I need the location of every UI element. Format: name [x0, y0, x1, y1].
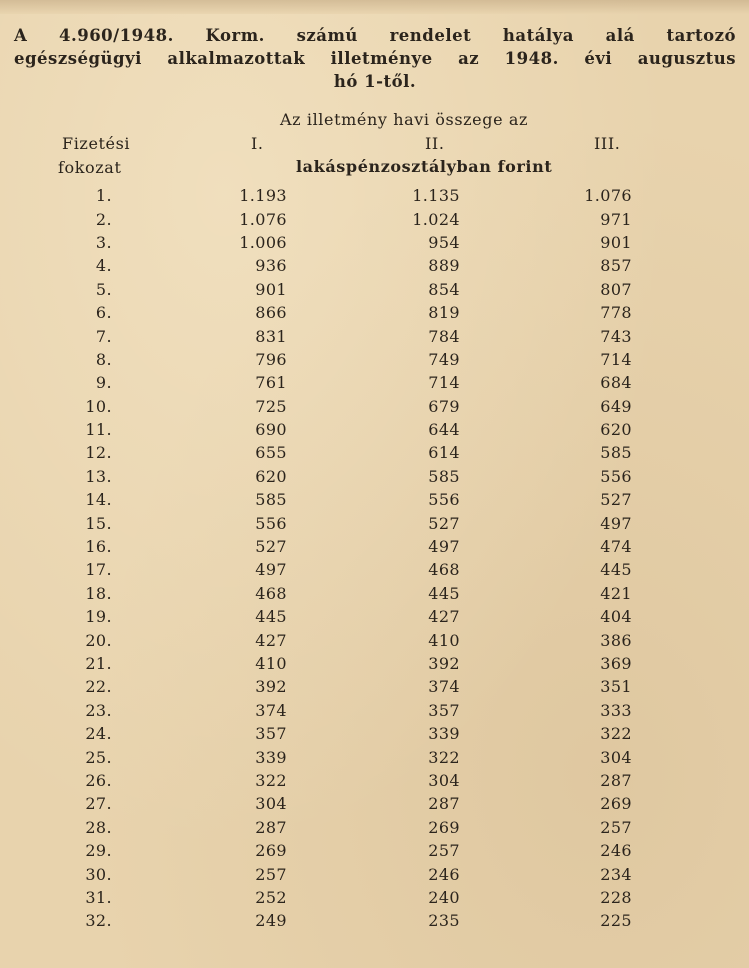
- class-iii-cell: 445: [600, 560, 632, 580]
- class-iii-cell: 246: [600, 841, 632, 861]
- header-col-ii: II.: [425, 134, 445, 153]
- class-i-cell: 252: [255, 887, 287, 907]
- table-row: [0, 558, 749, 581]
- class-i-cell: 936: [255, 256, 287, 276]
- table-row: [0, 441, 749, 464]
- row-margin: [632, 184, 749, 207]
- grade-cell: 11.: [85, 420, 112, 440]
- table-row: [0, 722, 749, 745]
- grade-cell: 3.: [95, 232, 112, 252]
- row-margin: [632, 839, 749, 862]
- grade-cell: 31.: [85, 887, 112, 907]
- class-i-cell: 585: [255, 490, 287, 510]
- grade-cell: 19.: [85, 607, 112, 627]
- header-col-i: I.: [251, 134, 264, 153]
- class-ii-cell: 235: [428, 911, 460, 931]
- class-i-cell: 761: [255, 373, 287, 393]
- class-i-cell: 901: [255, 279, 287, 299]
- class-ii-cell: 287: [428, 794, 460, 814]
- class-i-cell: 655: [255, 443, 287, 463]
- table-row: [0, 628, 749, 651]
- row-margin: [632, 441, 749, 464]
- row-margin: [632, 605, 749, 628]
- class-i-cell: 392: [255, 677, 287, 697]
- grade-cell: 14.: [85, 490, 112, 510]
- row-margin: [632, 745, 749, 768]
- header-grade-line-1: Fizetési: [62, 134, 131, 153]
- row-margin: [632, 769, 749, 792]
- row-margin: [632, 675, 749, 698]
- class-ii-cell: 679: [428, 396, 460, 416]
- class-ii-cell: 374: [428, 677, 460, 697]
- class-iii-cell: 386: [600, 630, 632, 650]
- grade-cell: 30.: [85, 864, 112, 884]
- grade-cell: 28.: [85, 817, 112, 837]
- grade-cell: 2.: [95, 209, 112, 229]
- grade-cell: 6.: [95, 303, 112, 323]
- class-iii-cell: 527: [600, 490, 632, 510]
- row-margin: [632, 862, 749, 885]
- header-housing-class-caption: lakáspénzosztályban forint: [296, 157, 553, 176]
- class-iii-cell: 497: [600, 513, 632, 533]
- class-ii-cell: 854: [428, 279, 460, 299]
- table-row: [0, 301, 749, 324]
- class-i-cell: 322: [255, 770, 287, 790]
- row-margin: [632, 231, 749, 254]
- class-ii-cell: 556: [428, 490, 460, 510]
- grade-cell: 9.: [95, 373, 112, 393]
- grade-cell: 20.: [85, 630, 112, 650]
- table-row: [0, 418, 749, 441]
- class-ii-cell: 410: [428, 630, 460, 650]
- class-iii-cell: 322: [600, 724, 632, 744]
- class-iii-cell: 1.076: [584, 186, 632, 206]
- row-margin: [632, 418, 749, 441]
- row-margin: [632, 465, 749, 488]
- grade-cell: 22.: [85, 677, 112, 697]
- class-i-cell: 1.193: [239, 186, 287, 206]
- grade-cell: 27.: [85, 794, 112, 814]
- class-i-cell: 445: [255, 607, 287, 627]
- row-margin: [632, 558, 749, 581]
- scan-edge: [0, 0, 749, 14]
- row-margin: [632, 254, 749, 277]
- class-ii-cell: 644: [428, 420, 460, 440]
- row-margin: [632, 324, 749, 347]
- grade-cell: 24.: [85, 724, 112, 744]
- grade-cell: 8.: [95, 349, 112, 369]
- class-i-cell: 374: [255, 700, 287, 720]
- grade-cell: 10.: [85, 396, 112, 416]
- class-ii-cell: 784: [428, 326, 460, 346]
- class-i-cell: 620: [255, 466, 287, 486]
- class-iii-cell: 234: [600, 864, 632, 884]
- table-row: [0, 184, 749, 207]
- class-iii-cell: 778: [600, 303, 632, 323]
- table-row: [0, 745, 749, 768]
- class-i-cell: 497: [255, 560, 287, 580]
- class-iii-cell: 807: [600, 279, 632, 299]
- row-margin: [632, 511, 749, 534]
- class-iii-cell: 684: [600, 373, 632, 393]
- row-margin: [632, 488, 749, 511]
- grade-cell: 29.: [85, 841, 112, 861]
- class-i-cell: 304: [255, 794, 287, 814]
- grade-cell: 15.: [85, 513, 112, 533]
- class-iii-cell: 620: [600, 420, 632, 440]
- row-margin: [632, 535, 749, 558]
- class-ii-cell: 497: [428, 537, 460, 557]
- class-ii-cell: 889: [428, 256, 460, 276]
- grade-cell: 21.: [85, 654, 112, 673]
- grade-cell: 18.: [85, 583, 112, 603]
- table-row: [0, 839, 749, 862]
- class-i-cell: 249: [255, 911, 287, 931]
- table-row: [0, 535, 749, 558]
- class-i-cell: 725: [255, 396, 287, 416]
- class-ii-cell: 714: [428, 373, 460, 393]
- row-margin: [632, 652, 749, 675]
- header-col-iii: III.: [594, 134, 621, 153]
- class-i-cell: 339: [255, 747, 287, 767]
- class-ii-cell: 954: [428, 232, 460, 252]
- grade-cell: 1.: [95, 186, 112, 206]
- class-i-cell: 1.006: [239, 232, 287, 252]
- class-ii-cell: 585: [428, 466, 460, 486]
- row-margin: [632, 816, 749, 839]
- class-i-cell: 357: [255, 724, 287, 744]
- grade-cell: 16.: [85, 537, 112, 557]
- class-ii-cell: 1.024: [412, 209, 460, 229]
- row-margin: [632, 207, 749, 230]
- row-margin: [632, 792, 749, 815]
- class-i-cell: 427: [255, 630, 287, 650]
- class-ii-cell: 357: [428, 700, 460, 720]
- grade-cell: 25.: [85, 747, 112, 767]
- table-row: [0, 862, 749, 885]
- class-i-cell: 690: [255, 420, 287, 440]
- table-row: [0, 278, 749, 301]
- class-ii-cell: 749: [428, 349, 460, 369]
- table-row: [0, 395, 749, 418]
- row-margin: [632, 909, 749, 932]
- class-ii-cell: 304: [428, 770, 460, 790]
- table-row: [0, 909, 749, 932]
- salary-table: [0, 184, 749, 933]
- class-iii-cell: 556: [600, 466, 632, 486]
- class-i-cell: 556: [255, 513, 287, 533]
- class-i-cell: 866: [255, 303, 287, 323]
- header-grade-line-2: fokozat: [58, 158, 122, 177]
- class-iii-cell: 257: [600, 817, 632, 837]
- class-iii-cell: 649: [600, 396, 632, 416]
- class-i-cell: 1.076: [239, 209, 287, 229]
- class-iii-cell: 287: [600, 770, 632, 790]
- class-iii-cell: 333: [600, 700, 632, 720]
- table-row: [0, 371, 749, 394]
- class-i-cell: 269: [255, 841, 287, 861]
- row-margin: [632, 301, 749, 324]
- class-ii-cell: 269: [428, 817, 460, 837]
- class-iii-cell: 421: [600, 583, 632, 603]
- row-margin: [632, 395, 749, 418]
- table-row: [0, 769, 749, 792]
- row-margin: [632, 582, 749, 605]
- table-row: [0, 675, 749, 698]
- class-ii-cell: 322: [428, 747, 460, 767]
- title-line-2: egészségügyi alkalmazottak illetménye az 1948. évi augusztus: [14, 49, 736, 68]
- grade-cell: 4.: [95, 256, 112, 276]
- class-i-cell: 527: [255, 537, 287, 557]
- class-ii-cell: 257: [428, 841, 460, 861]
- document-title: [14, 24, 736, 93]
- class-i-cell: 831: [255, 326, 287, 346]
- class-iii-cell: 585: [600, 443, 632, 463]
- table-row: [0, 231, 749, 254]
- class-iii-cell: 351: [600, 677, 632, 697]
- class-iii-cell: 228: [600, 887, 632, 907]
- class-i-cell: 287: [255, 817, 287, 837]
- class-iii-cell: 269: [600, 794, 632, 814]
- class-i-cell: 410: [255, 654, 287, 673]
- grade-cell: 26.: [85, 770, 112, 790]
- class-ii-cell: 1.135: [412, 186, 460, 206]
- class-iii-cell: 714: [600, 349, 632, 369]
- salary-table-body: [0, 184, 749, 933]
- grade-cell: 23.: [85, 700, 112, 720]
- grade-cell: 12.: [85, 443, 112, 463]
- class-ii-cell: 392: [428, 654, 460, 673]
- class-ii-cell: 240: [428, 887, 460, 907]
- grade-cell: 7.: [95, 326, 112, 346]
- grade-cell: 32.: [85, 911, 112, 931]
- class-ii-cell: 614: [428, 443, 460, 463]
- row-margin: [632, 371, 749, 394]
- class-ii-cell: 427: [428, 607, 460, 627]
- class-ii-cell: 819: [428, 303, 460, 323]
- grade-cell: 13.: [85, 466, 112, 486]
- table-row: [0, 605, 749, 628]
- row-margin: [632, 699, 749, 722]
- table-row: [0, 582, 749, 605]
- header-amount-caption: Az illetmény havi összege az: [280, 110, 528, 129]
- class-iii-cell: 304: [600, 747, 632, 767]
- row-margin: [632, 278, 749, 301]
- class-iii-cell: 225: [600, 911, 632, 931]
- class-iii-cell: 857: [600, 256, 632, 276]
- class-iii-cell: 369: [600, 654, 632, 673]
- table-row: [0, 254, 749, 277]
- class-iii-cell: 404: [600, 607, 632, 627]
- table-row: [0, 324, 749, 347]
- table-row: [0, 465, 749, 488]
- class-iii-cell: 474: [600, 537, 632, 557]
- row-margin: [632, 886, 749, 909]
- table-row: [0, 488, 749, 511]
- class-iii-cell: 971: [600, 209, 632, 229]
- table-row: [0, 511, 749, 534]
- title-line-1: A 4.960/1948. Korm. számú rendelet hatálya alá tartozó: [14, 26, 736, 45]
- table-row: [0, 699, 749, 722]
- class-iii-cell: 901: [600, 232, 632, 252]
- table-row: [0, 886, 749, 909]
- class-ii-cell: 468: [428, 560, 460, 580]
- row-margin: [632, 628, 749, 651]
- table-row: [0, 792, 749, 815]
- class-ii-cell: 445: [428, 583, 460, 603]
- class-iii-cell: 743: [600, 326, 632, 346]
- class-i-cell: 796: [255, 349, 287, 369]
- class-i-cell: 468: [255, 583, 287, 603]
- row-margin: [632, 348, 749, 371]
- class-i-cell: 257: [255, 864, 287, 884]
- table-row: [0, 816, 749, 839]
- table-row: [0, 652, 749, 675]
- row-margin: [632, 722, 749, 745]
- class-ii-cell: 339: [428, 724, 460, 744]
- table-row: [0, 207, 749, 230]
- table-row: [0, 348, 749, 371]
- class-ii-cell: 246: [428, 864, 460, 884]
- grade-cell: 5.: [95, 279, 112, 299]
- grade-cell: 17.: [85, 560, 112, 580]
- title-line-3: hó 1-től.: [333, 72, 417, 91]
- class-ii-cell: 527: [428, 513, 460, 533]
